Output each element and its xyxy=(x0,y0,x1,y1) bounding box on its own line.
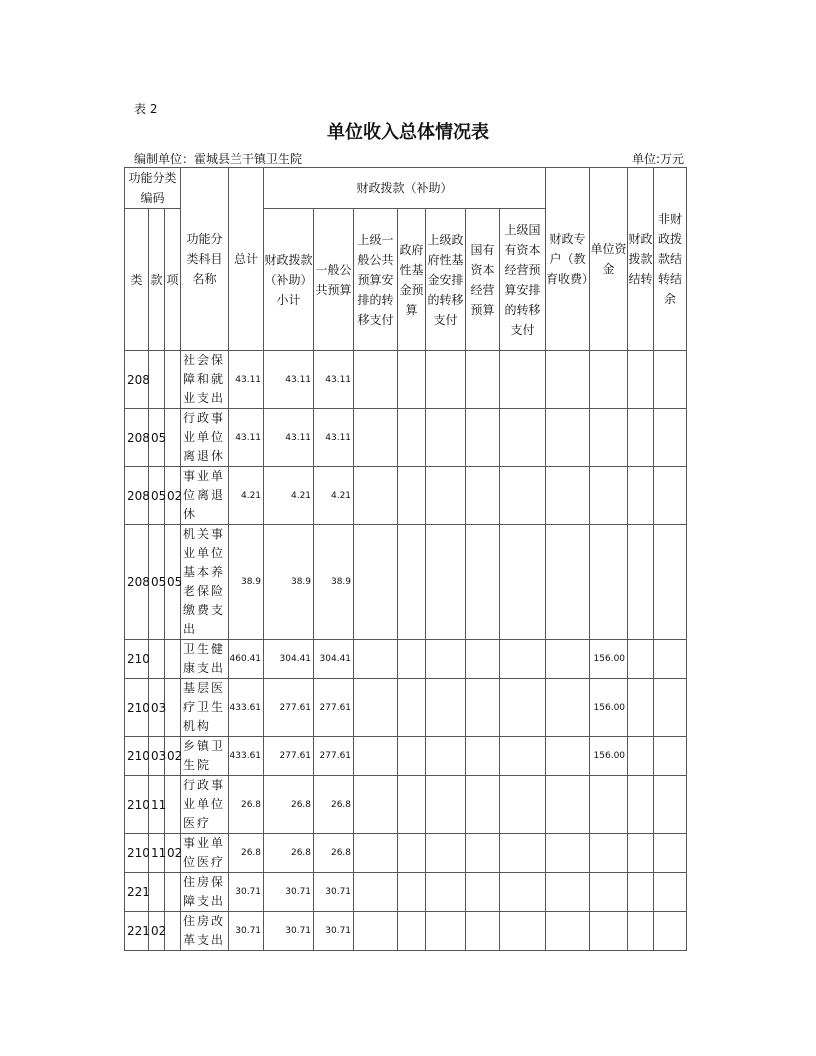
row-gov-fund xyxy=(398,409,426,467)
row-upper-gov-fund xyxy=(426,467,466,525)
row-nonfiscal-carry xyxy=(654,776,687,834)
row-kuan xyxy=(149,640,165,679)
row-total: 26.8 xyxy=(229,776,264,834)
row-kuan: 03 xyxy=(149,679,165,737)
row-gov-fund xyxy=(398,737,426,776)
row-xiang xyxy=(165,409,181,467)
row-unit-fund xyxy=(590,525,628,640)
table-row xyxy=(125,873,687,912)
row-upper-gov-fund xyxy=(426,912,466,951)
row-upper-state-capital xyxy=(500,737,546,776)
row-nonfiscal-carry xyxy=(654,351,687,409)
header-xiang: 项 xyxy=(165,209,181,351)
row-func-name: 住房保障支出 xyxy=(181,873,229,912)
row-special-account xyxy=(546,525,590,640)
row-special-account xyxy=(546,912,590,951)
row-total: 4.21 xyxy=(229,467,264,525)
table-row xyxy=(125,640,687,679)
row-state-capital xyxy=(466,912,500,951)
row-state-capital xyxy=(466,679,500,737)
row-fiscal-carry xyxy=(628,409,654,467)
row-func-name: 机关事业单位基本养老保险缴费支出 xyxy=(181,525,229,640)
row-lei: 210 xyxy=(125,776,149,834)
row-upper-state-capital xyxy=(500,409,546,467)
row-nonfiscal-carry xyxy=(654,737,687,776)
row-fiscal-subtotal: 30.71 xyxy=(264,912,314,951)
row-state-capital xyxy=(466,834,500,873)
row-special-account xyxy=(546,467,590,525)
row-gov-fund xyxy=(398,525,426,640)
row-xiang xyxy=(165,351,181,409)
table-row xyxy=(125,525,687,640)
row-upper-general xyxy=(354,679,398,737)
row-total: 38.9 xyxy=(229,525,264,640)
row-xiang xyxy=(165,640,181,679)
header-kuan: 款 xyxy=(149,209,165,351)
row-func-name: 住房改革支出 xyxy=(181,912,229,951)
row-lei: 210 xyxy=(125,834,149,873)
row-unit-fund: 156.00 xyxy=(590,679,628,737)
row-fiscal-carry xyxy=(628,737,654,776)
row-upper-state-capital xyxy=(500,912,546,951)
row-unit-fund xyxy=(590,467,628,525)
row-gov-fund xyxy=(398,834,426,873)
header-fiscal-group: 财政拨款（补助） xyxy=(264,168,546,209)
row-lei: 210 xyxy=(125,679,149,737)
row-kuan: 11 xyxy=(149,776,165,834)
table-row xyxy=(125,737,687,776)
row-total: 43.11 xyxy=(229,409,264,467)
row-kuan: 05 xyxy=(149,409,165,467)
row-special-account xyxy=(546,409,590,467)
row-fiscal-carry xyxy=(628,834,654,873)
row-kuan xyxy=(149,351,165,409)
row-gov-fund xyxy=(398,776,426,834)
row-fiscal-subtotal: 26.8 xyxy=(264,834,314,873)
table-row xyxy=(125,912,687,951)
row-lei: 221 xyxy=(125,873,149,912)
row-nonfiscal-carry xyxy=(654,834,687,873)
row-special-account xyxy=(546,834,590,873)
row-upper-gov-fund xyxy=(426,737,466,776)
row-state-capital xyxy=(466,409,500,467)
row-gov-fund xyxy=(398,351,426,409)
row-upper-state-capital xyxy=(500,525,546,640)
row-upper-general xyxy=(354,737,398,776)
row-fiscal-carry xyxy=(628,679,654,737)
row-state-capital xyxy=(466,467,500,525)
row-unit-fund: 156.00 xyxy=(590,737,628,776)
row-state-capital xyxy=(466,873,500,912)
header-gov-fund: 政府性基金预算 xyxy=(398,209,426,351)
row-general-budget: 43.11 xyxy=(314,351,354,409)
row-total: 433.61 xyxy=(229,679,264,737)
row-fiscal-subtotal: 43.11 xyxy=(264,409,314,467)
row-lei: 208 xyxy=(125,525,149,640)
row-state-capital xyxy=(466,640,500,679)
row-special-account xyxy=(546,640,590,679)
row-func-name: 行政事业单位医疗 xyxy=(181,776,229,834)
row-unit-fund: 156.00 xyxy=(590,640,628,679)
row-fiscal-subtotal: 277.61 xyxy=(264,679,314,737)
row-fiscal-subtotal: 38.9 xyxy=(264,525,314,640)
row-upper-state-capital xyxy=(500,467,546,525)
row-nonfiscal-carry xyxy=(654,679,687,737)
row-gov-fund xyxy=(398,873,426,912)
row-upper-general xyxy=(354,409,398,467)
row-fiscal-subtotal: 304.41 xyxy=(264,640,314,679)
row-xiang: 02 xyxy=(165,737,181,776)
row-upper-state-capital xyxy=(500,679,546,737)
header-upper-general: 上级一般公共预算安排的转移支付 xyxy=(354,209,398,351)
header-lei: 类 xyxy=(125,209,149,351)
row-func-name: 卫生健康支出 xyxy=(181,640,229,679)
row-special-account xyxy=(546,351,590,409)
row-upper-gov-fund xyxy=(426,679,466,737)
row-upper-state-capital xyxy=(500,640,546,679)
row-unit-fund xyxy=(590,776,628,834)
row-total: 26.8 xyxy=(229,834,264,873)
header-func-name: 功能分类科目名称 xyxy=(181,168,229,351)
table-row xyxy=(125,351,687,409)
row-total: 43.11 xyxy=(229,351,264,409)
header-fiscal-carry: 财政拨款结转 xyxy=(628,168,654,351)
table-row xyxy=(125,467,687,525)
row-state-capital xyxy=(466,737,500,776)
row-special-account xyxy=(546,776,590,834)
row-total: 460.41 xyxy=(229,640,264,679)
income-table xyxy=(124,167,687,951)
row-general-budget: 304.41 xyxy=(314,640,354,679)
row-unit-fund xyxy=(590,351,628,409)
row-upper-gov-fund xyxy=(426,640,466,679)
row-upper-general xyxy=(354,873,398,912)
row-fiscal-carry xyxy=(628,776,654,834)
row-unit-fund xyxy=(590,873,628,912)
row-fiscal-subtotal: 43.11 xyxy=(264,351,314,409)
row-lei: 221 xyxy=(125,912,149,951)
row-func-name: 事业单位离退休 xyxy=(181,467,229,525)
table-row xyxy=(125,834,687,873)
row-lei: 210 xyxy=(125,737,149,776)
row-nonfiscal-carry xyxy=(654,912,687,951)
row-xiang: 02 xyxy=(165,467,181,525)
table-row xyxy=(125,776,687,834)
row-upper-general xyxy=(354,776,398,834)
row-nonfiscal-carry xyxy=(654,640,687,679)
row-upper-gov-fund xyxy=(426,409,466,467)
row-fiscal-subtotal: 30.71 xyxy=(264,873,314,912)
row-unit-fund xyxy=(590,834,628,873)
row-general-budget: 30.71 xyxy=(314,873,354,912)
row-xiang xyxy=(165,912,181,951)
row-gov-fund xyxy=(398,679,426,737)
row-upper-gov-fund xyxy=(426,351,466,409)
row-total: 30.71 xyxy=(229,912,264,951)
row-lei: 208 xyxy=(125,467,149,525)
row-fiscal-carry xyxy=(628,912,654,951)
row-general-budget: 26.8 xyxy=(314,776,354,834)
row-upper-state-capital xyxy=(500,776,546,834)
row-nonfiscal-carry xyxy=(654,525,687,640)
row-nonfiscal-carry xyxy=(654,467,687,525)
table-row xyxy=(125,679,687,737)
header-upper-gov-fund: 上级政府性基金安排的转移支付 xyxy=(426,209,466,351)
row-upper-general xyxy=(354,834,398,873)
row-gov-fund xyxy=(398,467,426,525)
row-lei: 208 xyxy=(125,351,149,409)
row-upper-gov-fund xyxy=(426,834,466,873)
row-xiang xyxy=(165,776,181,834)
row-upper-general xyxy=(354,351,398,409)
row-state-capital xyxy=(466,525,500,640)
row-fiscal-subtotal: 26.8 xyxy=(264,776,314,834)
row-fiscal-carry xyxy=(628,351,654,409)
row-kuan: 05 xyxy=(149,467,165,525)
row-func-name: 乡镇卫生院 xyxy=(181,737,229,776)
header-general-budget: 一般公共预算 xyxy=(314,209,354,351)
row-kuan: 05 xyxy=(149,525,165,640)
row-total: 433.61 xyxy=(229,737,264,776)
row-unit-fund xyxy=(590,912,628,951)
row-upper-state-capital xyxy=(500,351,546,409)
row-nonfiscal-carry xyxy=(654,873,687,912)
page-title: 单位收入总体情况表 xyxy=(327,122,489,143)
row-general-budget: 277.61 xyxy=(314,679,354,737)
row-xiang: 05 xyxy=(165,525,181,640)
header-special-account: 财政专户（教育收费） xyxy=(546,168,590,351)
row-kuan xyxy=(149,873,165,912)
row-xiang xyxy=(165,873,181,912)
row-gov-fund xyxy=(398,640,426,679)
row-xiang: 02 xyxy=(165,834,181,873)
row-fiscal-carry xyxy=(628,525,654,640)
compiling-unit: 编制单位：霍城县兰干镇卫生院 xyxy=(134,152,303,166)
row-upper-general xyxy=(354,467,398,525)
row-upper-state-capital xyxy=(500,834,546,873)
row-special-account xyxy=(546,679,590,737)
row-lei: 210 xyxy=(125,640,149,679)
row-upper-gov-fund xyxy=(426,873,466,912)
row-xiang xyxy=(165,679,181,737)
row-unit-fund xyxy=(590,409,628,467)
row-kuan: 02 xyxy=(149,912,165,951)
row-total: 30.71 xyxy=(229,873,264,912)
row-nonfiscal-carry xyxy=(654,409,687,467)
row-special-account xyxy=(546,873,590,912)
row-general-budget: 26.8 xyxy=(314,834,354,873)
row-special-account xyxy=(546,737,590,776)
header-upper-state-capital: 上级国有资本经营预算安排的转移支付 xyxy=(500,209,546,351)
table-label: 表 2 xyxy=(134,102,158,116)
row-func-name: 行政事业单位离退休 xyxy=(181,409,229,467)
row-upper-general xyxy=(354,912,398,951)
header-fiscal-subtotal: 财政拨款（补助）小计 xyxy=(264,209,314,351)
row-gov-fund xyxy=(398,912,426,951)
row-general-budget: 277.61 xyxy=(314,737,354,776)
row-fiscal-subtotal: 277.61 xyxy=(264,737,314,776)
header-func-code: 功能分类编码 xyxy=(125,168,181,209)
header-unit-fund: 单位资金 xyxy=(590,168,628,351)
table-row xyxy=(125,409,687,467)
row-func-name: 事业单位医疗 xyxy=(181,834,229,873)
currency-unit: 单位:万元 xyxy=(631,152,684,166)
row-fiscal-carry xyxy=(628,873,654,912)
row-general-budget: 4.21 xyxy=(314,467,354,525)
header-total: 总计 xyxy=(229,168,264,351)
row-upper-gov-fund xyxy=(426,776,466,834)
row-state-capital xyxy=(466,776,500,834)
row-general-budget: 30.71 xyxy=(314,912,354,951)
header-nonfiscal-carry: 非财政拨款结转结余 xyxy=(654,168,687,351)
row-upper-gov-fund xyxy=(426,525,466,640)
row-fiscal-subtotal: 4.21 xyxy=(264,467,314,525)
row-fiscal-carry xyxy=(628,640,654,679)
row-upper-general xyxy=(354,525,398,640)
row-state-capital xyxy=(466,351,500,409)
header-state-capital: 国有资本经营预算 xyxy=(466,209,500,351)
row-upper-state-capital xyxy=(500,873,546,912)
row-func-name: 社会保障和就业支出 xyxy=(181,351,229,409)
row-fiscal-carry xyxy=(628,467,654,525)
row-upper-general xyxy=(354,640,398,679)
row-kuan: 11 xyxy=(149,834,165,873)
row-func-name: 基层医疗卫生机构 xyxy=(181,679,229,737)
row-lei: 208 xyxy=(125,409,149,467)
row-kuan: 03 xyxy=(149,737,165,776)
row-general-budget: 38.9 xyxy=(314,525,354,640)
row-general-budget: 43.11 xyxy=(314,409,354,467)
